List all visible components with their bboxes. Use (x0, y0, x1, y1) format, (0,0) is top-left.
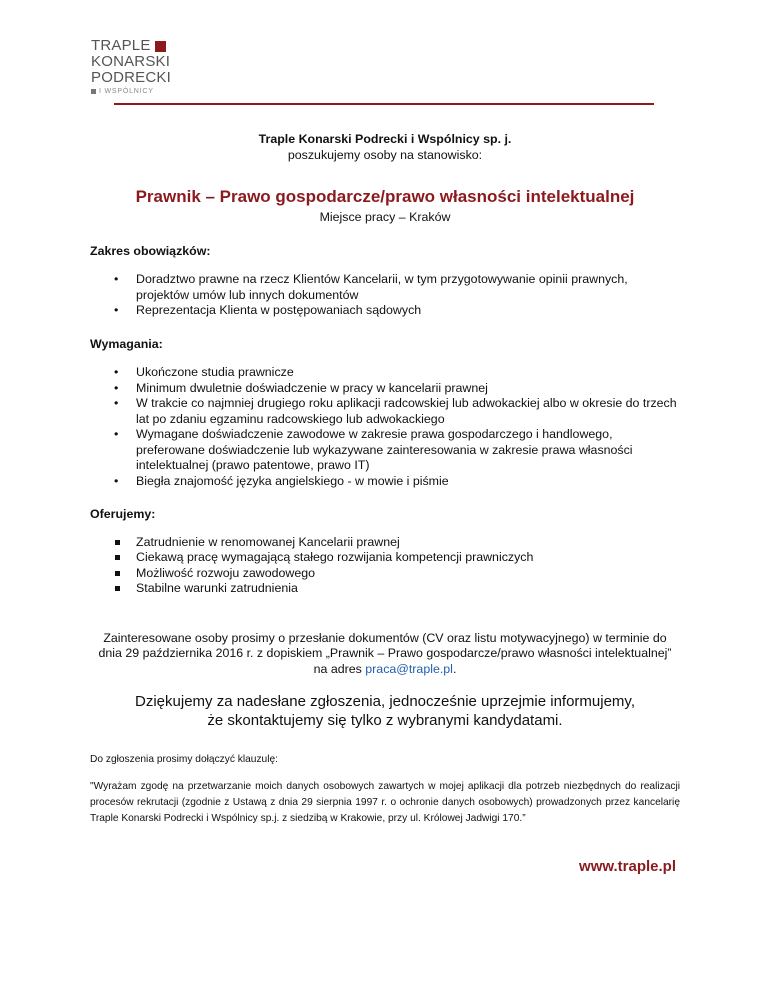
logo-line-3: PODRECKI (91, 69, 171, 86)
list-item: Możliwość rozwoju zawodowego (90, 566, 680, 582)
list-item: Ciekawą pracę wymagającą stałego rozwijania kompetencji prawniczych (90, 550, 680, 566)
thank-you-note (90, 692, 680, 730)
website-link[interactable]: www.traple.pl (579, 858, 676, 875)
job-location: Miejsce pracy – Kraków (319, 210, 451, 224)
email-link[interactable]: praca@traple.pl (365, 661, 453, 676)
list-item: • W trakcie co najmniej drugiego roku aplikacji radcowskiej lub adwokackiej albo w okresie do trzech lat po zdaniu egzaminu radcowskiego lub adwokackiego (90, 396, 680, 427)
list-item: • Wymagane doświadczenie zawodowe w zakresie prawa gospodarczego i handlowego, preferowane doświadczenie lub wykazywane zainteresowania w zakresie prawa własności intelektualnej (prawo patentowe, prawo IT) (90, 427, 680, 474)
duties-heading: Zakres obowiązków: (90, 243, 211, 258)
clause-heading: Do zgłoszenia prosimy dołączyć klauzulę: (90, 754, 278, 765)
job-title: Prawnik – Prawo gospodarcze/prawo własności intelektualnej (135, 187, 635, 206)
application-text: Zainteresowane osoby prosimy o przesłanie dokumentów (CV oraz listu motywacyjnego) w terminie do dnia 29 października 2016 r. z dopiskiem „Prawnik – Prawo gospodarcze/prawo własności intelektualnej” na adres (98, 630, 672, 676)
thank-you-line-2: że skontaktujemy się tylko z wybranymi kandydatami. (207, 712, 563, 729)
thank-you-line-1: Dziękujemy za nadesłane zgłoszenia, jednocześnie uprzejmie informujemy, (135, 693, 635, 710)
offer-list (90, 535, 680, 597)
list-item: • Biegła znajomość języka angielskiego - w mowie i piśmie (90, 474, 680, 490)
duties-list (90, 272, 680, 319)
firm-name: Traple Konarski Podrecki i Wspólnicy sp. j. (258, 132, 512, 146)
requirements-heading: Wymagania: (90, 336, 163, 351)
list-item: • Reprezentacja Klienta w postępowaniach sądowych (90, 303, 680, 319)
seeking-text: poszukujemy osoby na stanowisko: (287, 147, 483, 162)
header-divider (114, 103, 654, 105)
application-end: . (452, 661, 457, 676)
logo-small-square-icon (91, 89, 96, 94)
logo-line-4: I WSPÓLNICY (99, 88, 154, 95)
requirements-list (90, 365, 680, 489)
logo-line-1: TRAPLE (91, 37, 151, 54)
firm-logo (91, 38, 171, 95)
offer-heading: Oferujemy: (90, 507, 156, 521)
list-item: • Doradztwo prawne na rzecz Klientów Kancelarii, w tym przygotowywanie opinii prawnych, projektów umów lub innych dokumentów (90, 272, 680, 303)
list-item: Zatrudnienie w renomowanej Kancelarii prawnej (90, 535, 680, 551)
consent-clause: "Wyrażam zgodę na przetwarzanie moich danych osobowych zawartych w mojej aplikacji dla potrzeb niezbędnych do realizacji procesów rekrutacji (zgodnie z Ustawą z dnia 29 sierpnia 1997 r. o ochronie danych osobowych) prowadzonych przez kancelarię Traple Konarski Podrecki i Wspólnicy sp.j. z siedzibą w Krakowie, przy ul. Królowej Jadwigi 170.” (90, 781, 680, 824)
document-body (90, 132, 680, 827)
list-item: • Minimum dwuletnie doświadczenie w pracy w kancelarii prawnej (90, 381, 680, 397)
list-item: • Ukończone studia prawnicze (90, 365, 680, 381)
logo-line-2: KONARSKI (91, 53, 171, 70)
list-item: Stabilne warunki zatrudnienia (90, 581, 680, 597)
logo-square-icon (155, 41, 166, 52)
application-instructions (90, 631, 680, 678)
